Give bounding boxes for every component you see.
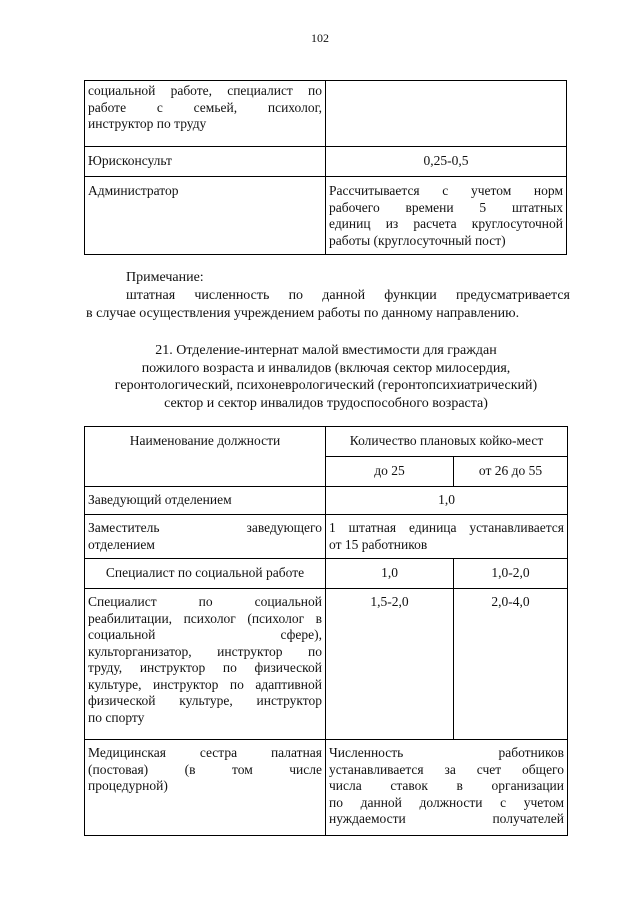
table-row bbox=[85, 589, 568, 740]
header-col-a: до 25 bbox=[326, 457, 454, 487]
value-cell: 1,0 bbox=[326, 487, 568, 515]
position-cell: Специалист по социальной работе bbox=[85, 559, 326, 589]
value-cell-b: 1,0-2,0 bbox=[454, 559, 568, 589]
table-row bbox=[85, 177, 567, 255]
value-cell: 1 штатная единица устанавливается от 15 работников bbox=[326, 515, 568, 559]
position-cell: Специалист по социальной реабилитации, психолог (психолог в социальной сфере), культорганизатор, инструктор по труду, инструктор по физической культуре, инструктор по адаптивной физической культуре, инструктор по спорту bbox=[85, 589, 326, 740]
value-cell: 0,25-0,5 bbox=[326, 147, 567, 177]
value-cell-b: 2,0-4,0 bbox=[454, 589, 568, 740]
value-cell-a: 1,0 bbox=[326, 559, 454, 589]
header-position: Наименование должности bbox=[85, 427, 326, 487]
value-cell: Численность работников устанавливается за счет общего числа ставок в организации по данной должности с учетом нуждаемости получателей bbox=[326, 740, 568, 836]
staffing-table-section-21 bbox=[84, 426, 568, 836]
header-beds: Количество плановых койко-мест bbox=[326, 427, 568, 457]
note-line-1: штатная численность по данной функции предусматривается bbox=[126, 288, 570, 303]
value-cell bbox=[326, 81, 567, 147]
table-header-row bbox=[85, 427, 568, 457]
note-line-2: в случае осуществления учреждением работы по данному направлению. bbox=[86, 306, 520, 321]
value-cell-a: 1,5-2,0 bbox=[326, 589, 454, 740]
position-cell: Медицинская сестра палатная (постовая) (в том числе процедурной) bbox=[85, 740, 326, 836]
staffing-table-continued bbox=[84, 80, 567, 255]
table-row bbox=[85, 559, 568, 589]
table-row bbox=[85, 740, 568, 836]
position-cell: Заведующий отделением bbox=[85, 487, 326, 515]
section-heading: 21. Отделение-интернат малой вместимости для граждан пожилого возраста и инвалидов (включая сектор милосердия, геронтологический, психоневрологический (геронтопсихиатрический) сектор и сектор инвалидов трудоспособного возраста) bbox=[114, 343, 538, 411]
header-col-b: от 26 до 55 bbox=[454, 457, 568, 487]
position-cell: Заместитель заведующего отделением bbox=[85, 515, 326, 559]
table-row bbox=[85, 515, 568, 559]
table-row bbox=[85, 487, 568, 515]
note-title: Примечание: bbox=[126, 270, 204, 285]
position-cell: Юрисконсульт bbox=[85, 147, 326, 177]
table-row bbox=[85, 147, 567, 177]
position-cell: Администратор bbox=[85, 177, 326, 255]
position-cell: социальной работе, специалист по работе с семьей, психолог, инструктор по труду bbox=[85, 81, 326, 147]
page-number: 102 bbox=[311, 31, 329, 45]
table-row bbox=[85, 81, 567, 147]
value-cell: Рассчитывается с учетом норм рабочего времени 5 штатных единиц из расчета круглосуточной работы (круглосуточный пост) bbox=[326, 177, 567, 255]
